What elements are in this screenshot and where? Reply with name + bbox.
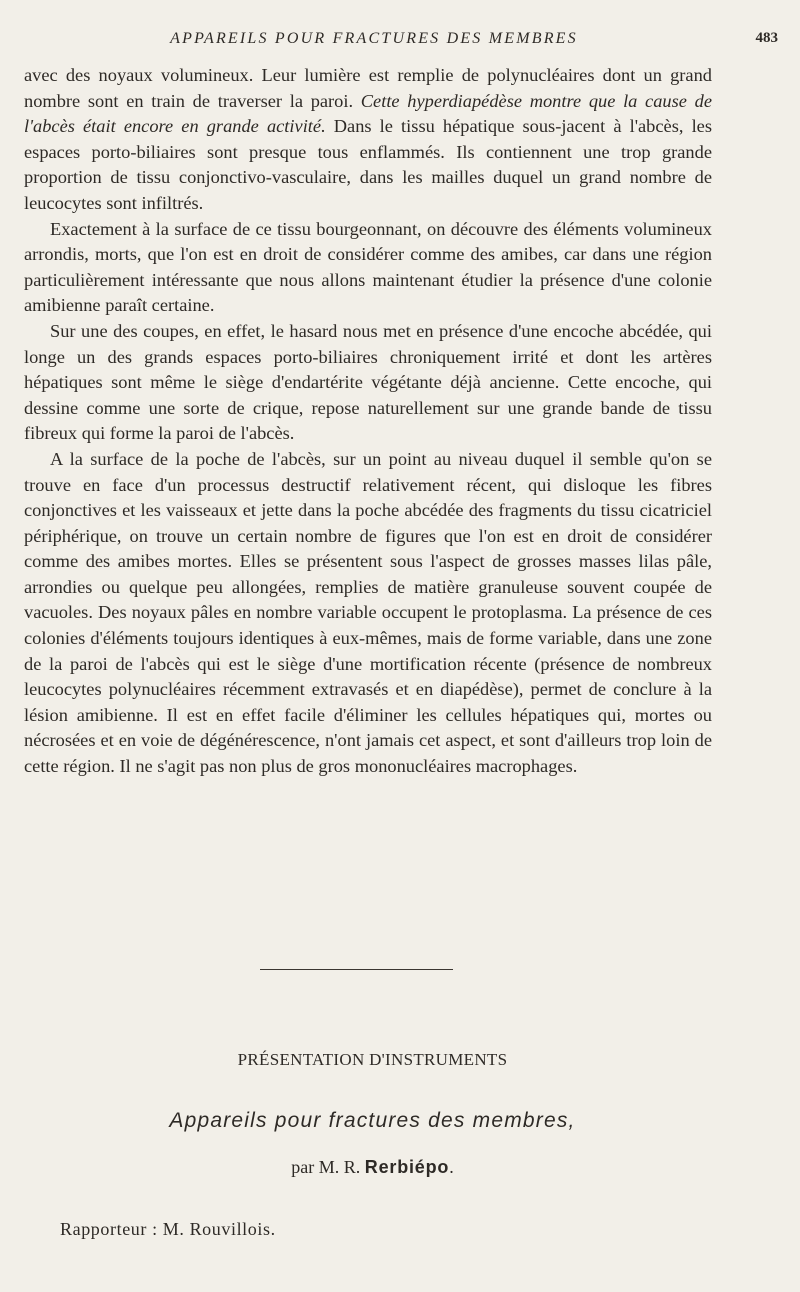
byline [0, 1157, 745, 1178]
page-number: 483 [755, 30, 778, 46]
section-divider [260, 969, 453, 970]
section-heading: PRÉSENTATION D'INSTRUMENTS [237, 1050, 508, 1069]
paragraph-3: Sur une des coupes, en effet, le hasard nous met en présence d'une encoche abcédée, qui longe un des grands espaces porto-biliaires chroniquement irrité et dont les artères hépatiques sont même le siège d'endartérite végétante déjà ancienne. Cette encoche, qui dessine comme une sorte de crique, repose naturellement sur une grande bande de tissu fibreux qui forme la paroi de l'abcès. [24, 320, 712, 444]
body-text [24, 63, 712, 780]
paragraph-1-start: avec des noyaux volumineux. Leur lumière est remplie de polynucléaires dont un grand nombre sont en train de traverser la paroi. [24, 65, 712, 111]
paragraph-1-italic: Cette hyperdiapédèse montre que la cause de l'abcès était encore en grande activité. [24, 90, 712, 137]
paragraph-2: Exactement à la surface de ce tissu bourgeonnant, on découvre des éléments volumineux arrondis, morts, que l'on est en droit de considérer comme des amibes, car dans une région particulièrement intéressante que nous allons maintenant étudier la présence d'une colonie amibienne paraît certaine. [24, 218, 712, 316]
byline-suffix: . [449, 1157, 454, 1177]
article-title: Appareils pour fractures des membres, [169, 1109, 576, 1132]
paragraph-1-end: Dans le tissu hépatique sous-jacent à l'abcès, les espaces porto-biliaires sont presque tous enflammés. Ils contiennent une trop grande proportion de tissu conjonctivo-vasculaire, dans les mailles duquel un grand nombre de leucocytes sont infiltrés. [24, 116, 712, 213]
byline-prefix: par M. R. [291, 1157, 365, 1177]
paragraph-1 [24, 63, 712, 217]
running-title: APPAREILS POUR FRACTURES DES MEMBRES [170, 30, 578, 47]
running-head [24, 30, 784, 52]
rapporteur: Rapporteur : M. Rouvillois. [60, 1219, 276, 1239]
byline-author: Rerbiépo [364, 1157, 450, 1177]
paragraph-4: A la surface de la poche de l'abcès, sur un point au niveau duquel il semble qu'on se trouve en face d'un processus destructif relativement récent, qui disloque les fibres conjonctives et les vaisseaux et jette dans la poche abcédée des fragments du tissu cicatriciel périphérique, on trouve un certain nombre de figures que l'on est en droit de considérer comme des amibes mortes. Elles se présentent sous l'aspect de grosses masses lilas pâle, arrondies ou quelque peu allongées, remplies de matière granuleuse souvent coupée de vacuoles. Des noyaux pâles en nombre variable occupent le protoplasma. La présence de ces colonies d'éléments toujours identiques à eux-mêmes, mais de forme variable, dans une zone de la paroi de l'abcès qui est le siège d'une mortification récente (présence de nombreux leucocytes polynucléaires récemment extravasés et en diapédèse), permet de conclure à la lésion amibienne. Il est en effet facile d'éliminer les cellules hépatiques qui, mortes ou nécrosées et en voie de dégénérescence, n'ont jamais cet aspect, et sont d'ailleurs trop loin de cette région. Il ne s'agit pas non plus de gros mononucléaires macrophages. [24, 448, 712, 777]
